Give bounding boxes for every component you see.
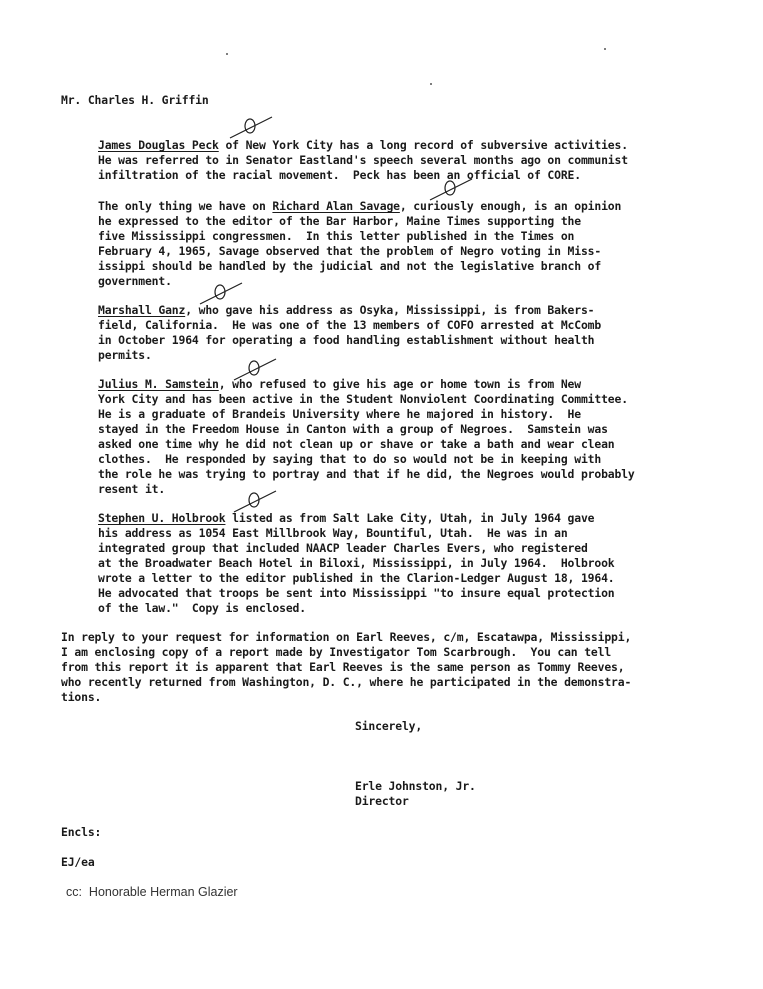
paragraph-4-line-6: clothes. He responded by saying that to do so would not be in keeping with xyxy=(98,452,602,466)
paragraph-3-line-1: Marshall Ganz, who gave his address as Osyka, Mississippi, is from Bakers- xyxy=(98,303,595,317)
person-name-savage: Richard Alan Savage xyxy=(272,199,400,213)
paragraph-3-line-4: permits. xyxy=(98,348,152,362)
paragraph-3-line-3: in October 1964 for operating a food handling establishment without health xyxy=(98,333,595,347)
scan-speck xyxy=(430,83,432,85)
person-name-samstein: Julius M. Samstein xyxy=(98,377,219,391)
paragraph-2-line-3: five Mississippi congressmen. In this letter published in the Times on xyxy=(98,229,575,243)
paragraph-2-line-6: government. xyxy=(98,274,172,288)
scan-speck xyxy=(226,53,228,55)
paragraph-2-line-5: issippi should be handled by the judicial and not the legislative branch of xyxy=(98,259,602,273)
addressee: Mr. Charles H. Griffin xyxy=(61,93,209,107)
closing-line-3: from this report it is apparent that Earl Reeves is the same person as Tommy Reeves, xyxy=(61,660,625,674)
paragraph-5-line-1: Stephen U. Holbrook listed as from Salt Lake City, Utah, in July 1964 gave xyxy=(98,511,595,525)
handwritten-check-mark-4 xyxy=(232,356,278,384)
paragraph-1-line-1: James Douglas Peck of New York City has a long record of subversive activities. xyxy=(98,138,628,152)
handwritten-check-mark-1 xyxy=(228,114,274,142)
paragraph-4-line-7: the role he was trying to portray and that if he did, the Negroes would probably xyxy=(98,467,635,481)
paragraph-5-line-4: at the Broadwater Beach Hotel in Biloxi, Mississippi, in July 1964. Holbrook xyxy=(98,556,615,570)
salutation: Sincerely, xyxy=(355,719,423,733)
paragraph-3-line-2: field, California. He was one of the 13 members of COFO arrested at McComb xyxy=(98,318,602,332)
closing-line-4: who recently returned from Washington, D. C., where he participated in the demonstra- xyxy=(61,675,632,689)
paragraph-4-line-8: resent it. xyxy=(98,482,166,496)
paragraph-1-line-3: infiltration of the racial movement. Peck has been an official of CORE. xyxy=(98,168,581,182)
signer-name: Erle Johnston, Jr. xyxy=(355,779,476,793)
paragraph-2-line-4: February 4, 1965, Savage observed that the problem of Negro voting in Miss- xyxy=(98,244,602,258)
handwritten-check-mark-3 xyxy=(198,280,244,308)
paragraph-5-line-7: of the law." Copy is enclosed. xyxy=(98,601,306,615)
enclosure-notation: Encls: xyxy=(61,825,102,839)
paragraph-4-line-2: York City and has been active in the Student Nonviolent Coordinating Committee. xyxy=(98,392,628,406)
signer-title: Director xyxy=(355,794,409,808)
paragraph-4-line-4: stayed in the Freedom House in Canton with a group of Negroes. Samstein was xyxy=(98,422,608,436)
paragraph-4-line-3: He is a graduate of Brandeis University where he majored in history. He xyxy=(98,407,581,421)
cc-line: cc: Honorable Herman Glazier xyxy=(66,885,238,899)
person-name-peck: James Douglas Peck xyxy=(98,138,219,152)
handwritten-check-mark-2 xyxy=(428,176,474,204)
paragraph-2-line-1: The only thing we have on Richard Alan Savage, curiously enough, is an opinion xyxy=(98,199,622,213)
closing-line-1: In reply to your request for information on Earl Reeves, c/m, Escatawpa, Mississippi, xyxy=(61,630,632,644)
paragraph-2-line-2: he expressed to the editor of the Bar Harbor, Maine Times supporting the xyxy=(98,214,581,228)
scan-speck xyxy=(604,48,606,50)
typist-initials: EJ/ea xyxy=(61,855,95,869)
paragraph-5-line-2: his address as 1054 East Millbrook Way, Bountiful, Utah. He was in an xyxy=(98,526,568,540)
paragraph-5-line-5: wrote a letter to the editor published in the Clarion-Ledger August 18, 1964. xyxy=(98,571,615,585)
person-name-holbrook: Stephen U. Holbrook xyxy=(98,511,226,525)
paragraph-4-line-5: asked one time why he did not clean up or shave or take a bath and wear clean xyxy=(98,437,615,451)
person-name-ganz: Marshall Ganz xyxy=(98,303,186,317)
paragraph-1-line-2: He was referred to in Senator Eastland's speech several months ago on communist xyxy=(98,153,628,167)
paragraph-5-line-3: integrated group that included NAACP leader Charles Evers, who registered xyxy=(98,541,588,555)
closing-line-2: I am enclosing copy of a report made by Investigator Tom Scarbrough. You can tell xyxy=(61,645,612,659)
paragraph-4-line-1: Julius M. Samstein, who refused to give his age or home town is from New xyxy=(98,377,581,391)
paragraph-5-line-6: He advocated that troops be sent into Mississippi "to insure equal protection xyxy=(98,586,615,600)
handwritten-check-mark-5 xyxy=(232,488,278,516)
closing-line-5: tions. xyxy=(61,690,102,704)
